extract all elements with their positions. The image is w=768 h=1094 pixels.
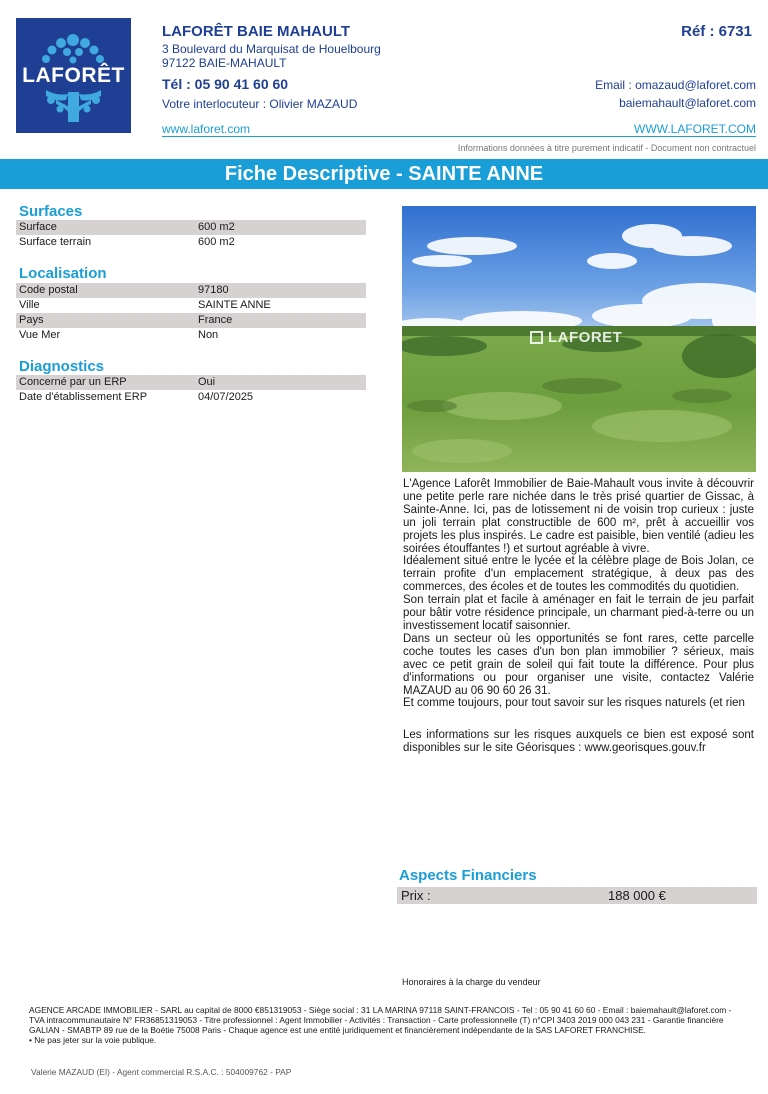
agent-info: Valerie MAZAUD (EI) - Agent commercial R.S.A.C. : 504009762 - PAP — [31, 1067, 292, 1077]
email-link-2[interactable]: baiemahault@laforet.com — [619, 96, 756, 110]
row-value: SAINTE ANNE — [198, 299, 271, 311]
photo-watermark — [530, 329, 622, 346]
email-link-1[interactable]: Email : omazaud@laforet.com — [595, 78, 756, 92]
section-title-localisation: Localisation — [19, 265, 107, 282]
row-value: 97180 — [198, 284, 229, 296]
table-row — [16, 328, 366, 343]
section-title-surfaces: Surfaces — [19, 203, 83, 220]
row-label: Surface — [19, 221, 57, 233]
fees-note: Honoraires à la charge du vendeur — [402, 977, 541, 987]
table-row — [16, 298, 366, 313]
legal-note: • Ne pas jeter sur la voie publique. — [29, 1035, 157, 1045]
row-label: Surface terrain — [19, 236, 92, 248]
agency-logo — [16, 18, 131, 133]
legal-text: AGENCE ARCADE IMMOBILIER - SARL au capital de 8000 €851319053 - Siège social : 31 LA MARINA 97118 SAINT-FRANCOIS - Tel : 05 90 41 60 60 - Email : baiemahault@laforet.com - TVA intracommunautaire N° FR36851319053 - Titre professionnel : Agent Immobilier - Activités : Transaction - Carte professionnelle (T) n°CPI 3403 2019 000 043 231 - Garantie financière GALIAN - SMABTP 89 rue de la Boétie 75008 Paris - Chaque agence est une entité juridiquement et financièrement indépendante de la SAS LAFORET FRANCHISE. — [29, 1005, 732, 1035]
row-label: Pays — [19, 314, 44, 326]
risks-notice: Les informations sur les risques auxquels ce bien est exposé sont disponibles sur le site Géorisques : www.georisques.gouv.fr — [403, 729, 754, 754]
table-row — [16, 220, 366, 235]
row-value: 600 m2 — [198, 236, 235, 248]
table-row — [16, 390, 366, 405]
website-link-1[interactable]: www.laforet.com — [162, 122, 251, 136]
address-line-1: 3 Boulevard du Marquisat de Houelbourg — [162, 42, 381, 56]
row-label: Ville — [19, 299, 40, 311]
row-value: 600 m2 — [198, 221, 235, 233]
row-label: Code postal — [19, 284, 78, 296]
row-value: France — [198, 314, 233, 326]
description-paragraph: Et comme toujours, pour tout savoir sur les risques naturels (et rien — [403, 697, 745, 710]
phone-number: Tél : 05 90 41 60 60 — [162, 76, 289, 92]
price-label: Prix : — [401, 888, 431, 903]
section-title-financial: Aspects Financiers — [399, 867, 537, 884]
section-title-diagnostics: Diagnostics — [19, 358, 105, 375]
description-paragraph: L'Agence Laforêt Immobilier de Baie-Mahault vous invite à découvrir une petite perle rare nichée dans le très prisé quartier de Gissac, à Sainte-Anne. Ici, pas de lotissement ni de voisin trop curieux : juste un joli terrain plat constructible de 600 m², prêt à accueillir vos projets les plus inspirés. Le cadre est paisible, bien ventilé (adieu les soirées étouffantes !) et surtout agréable à vivre. — [403, 478, 754, 555]
row-value: Non — [198, 329, 219, 341]
table-row — [16, 313, 366, 328]
reference-number: Réf : 6731 — [681, 23, 752, 40]
row-value: Oui — [198, 376, 216, 388]
property-photo — [402, 206, 756, 472]
disclaimer-text: Informations données à titre purement indicatif - Document non contractuel — [457, 143, 756, 153]
agency-name: LAFORÊT BAIE MAHAULT — [162, 23, 351, 40]
row-label: Date d'établissement ERP — [19, 391, 148, 403]
description-paragraph: Dans un secteur où les opportunités se font rares, cette parcelle coche toutes les cases d'un bon plan immobilier ? sérieux, mais avec ce petit grain de soleil qui fait toute la différence. Pour plus d'informations ou pour organiser une visite, contactez Valérie MAZAUD au 06 90 60 26 31. — [403, 632, 754, 697]
row-value: 04/07/2025 — [198, 391, 254, 403]
property-description — [403, 478, 754, 710]
header-divider — [162, 136, 756, 137]
row-label: Concerné par un ERP — [19, 376, 127, 388]
row-label: Vue Mer — [19, 329, 61, 341]
price-value: 188 000 € — [608, 888, 666, 903]
watermark-text: LAFORET — [548, 329, 623, 346]
description-paragraph: Idéalement situé entre le lycée et la célèbre plage de Bois Jolan, ce terrain profite d'un emplacement stratégique, à deux pas des commerces, des écoles et de toutes les commodités du quotidien. — [403, 555, 754, 594]
table-row — [16, 283, 366, 298]
watermark-logo-icon — [530, 331, 543, 344]
page-title: Fiche Descriptive - SAINTE ANNE — [0, 159, 768, 189]
contact-person: Votre interlocuteur : Olivier MAZAUD — [162, 97, 358, 111]
description-paragraph: Son terrain plat et facile à aménager en fait le terrain de jeu parfait pour bâtir votre résidence principale, un charmant pied-à-terre ou un investissement locatif saisonnier. — [403, 594, 754, 632]
legal-footer — [29, 1005, 741, 1045]
table-row — [16, 235, 366, 250]
table-row — [16, 375, 366, 390]
website-link-2[interactable]: WWW.LAFORET.COM — [634, 122, 756, 136]
logo-text: LAFORÊT — [22, 64, 125, 87]
price-row — [397, 887, 757, 904]
address-line-2: 97122 BAIE-MAHAULT — [162, 56, 287, 70]
